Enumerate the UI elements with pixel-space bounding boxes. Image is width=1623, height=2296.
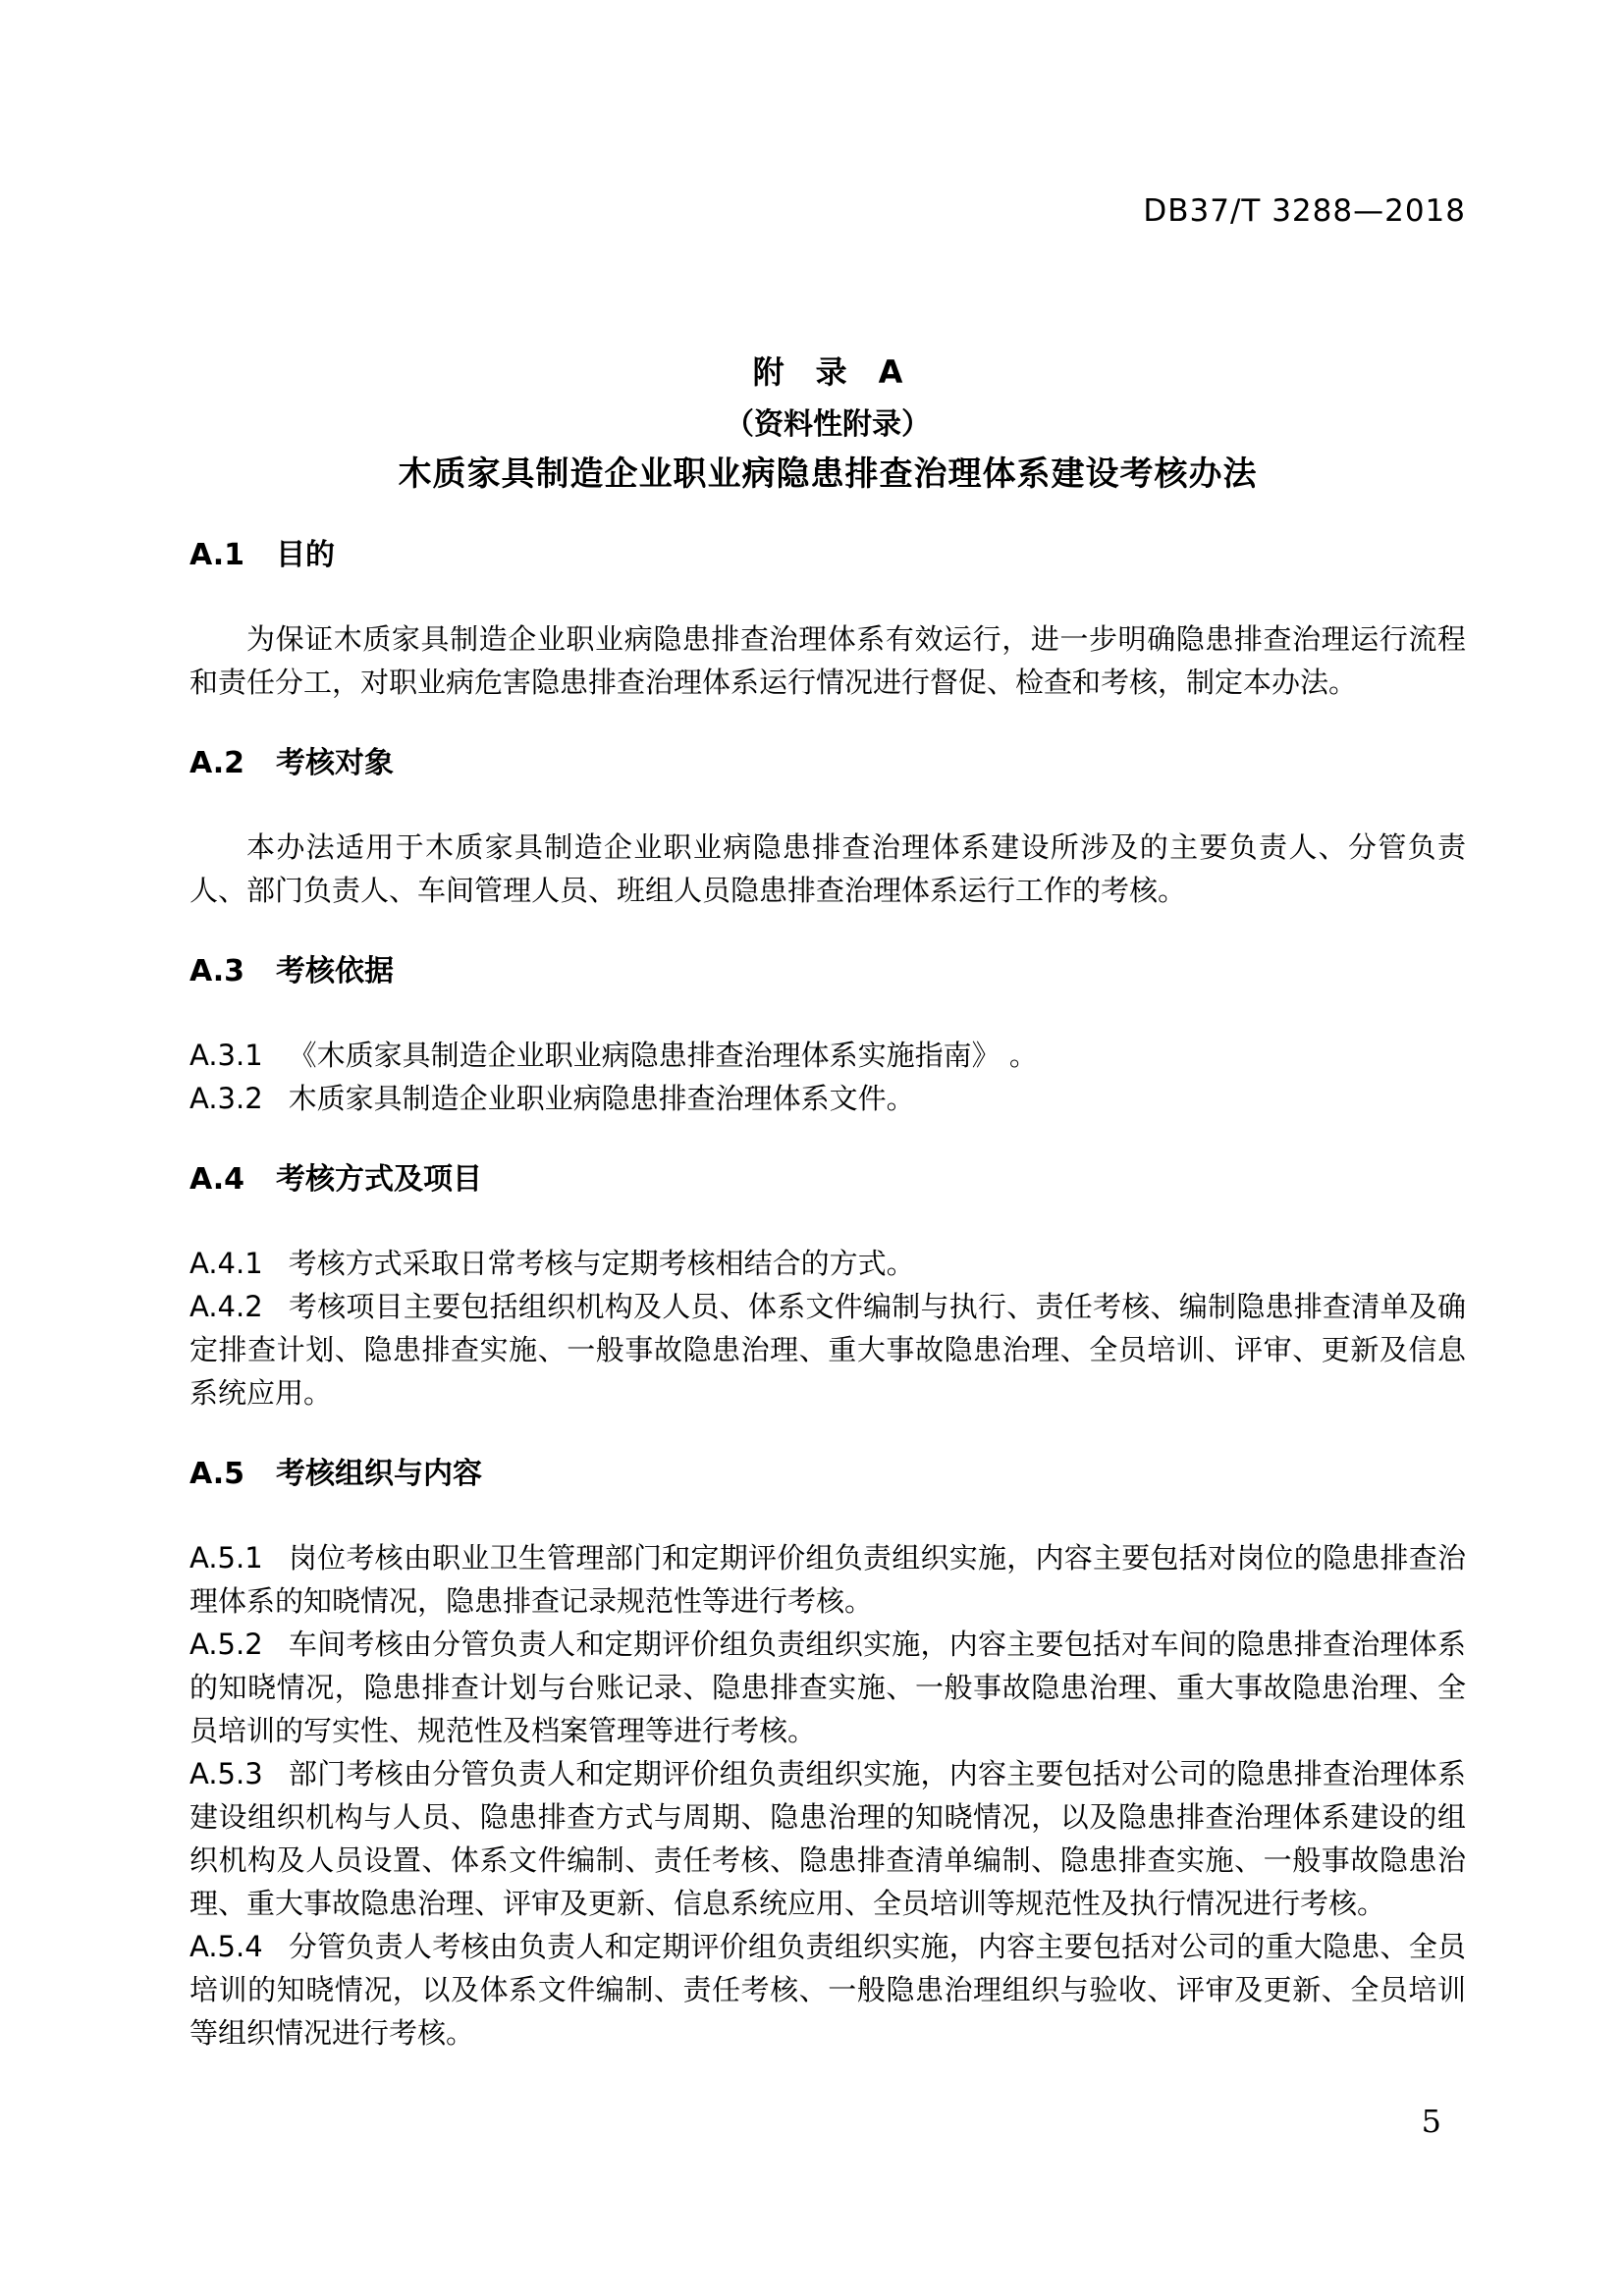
clause-a5-3 [189,1752,1466,1925]
clause-number: A.5.4 [189,1930,263,1963]
section-heading-a2 [189,745,1466,782]
clause-number: A.3.2 [189,1082,263,1115]
section-title: 考核对象 [276,746,395,780]
clause-a3-1 [189,1034,1466,1077]
clause-a4-2 [189,1285,1466,1415]
clause-text: 岗位考核由职业卫生管理部门和定期评价组负责组织实施，内容主要包括对岗位的隐患排查治理体系的知晓情况，隐患排查记录规范性等进行考核。 [189,1541,1466,1618]
clause-text: 考核项目主要包括组织机构及人员、体系文件编制与执行、责任考核、编制隐患排查清单及确定排查计划、隐患排查实施、一般事故隐患治理、重大事故隐患治理、全员培训、评审、更新及信息系统应用。 [189,1290,1466,1410]
page-number: 5 [1421,2103,1441,2140]
section-title: 目的 [276,538,336,572]
clause-text: 《木质家具制造企业职业病隐患排查治理体系实施指南》 。 [288,1039,1038,1072]
section-title: 考核组织与内容 [276,1457,483,1491]
clause-a5-2 [189,1623,1466,1752]
clause-number: A.5.2 [189,1628,263,1661]
clause-a5-1 [189,1536,1466,1623]
section-number: A.2 [189,746,245,780]
section-title: 考核方式及项目 [276,1162,483,1197]
clause-a4-1 [189,1242,1466,1285]
clause-number: A.5.3 [189,1757,263,1790]
appendix-title: 木质家具制造企业职业病隐患排查治理体系建设考核办法 [398,454,1258,494]
section-number: A.3 [189,954,245,988]
clause-number: A.3.1 [189,1039,263,1072]
section-heading-a1 [189,537,1466,574]
section-number: A.5 [189,1457,245,1491]
appendix-type-note: （资料性附录） [725,407,931,442]
clause-text: 考核方式采取日常考核与定期考核相结合的方式。 [288,1247,915,1280]
clause-text: 木质家具制造企业职业病隐患排查治理体系文件。 [288,1082,915,1115]
standard-number: DB37/T 3288—2018 [1143,193,1466,229]
section-a2-paragraph: 本办法适用于木质家具制造企业职业病隐患排查治理体系建设所涉及的主要负责人、分管负责人、部门负责人、车间管理人员、班组人员隐患排查治理体系运行工作的考核。 [189,830,1466,907]
section-heading-a5 [189,1456,1466,1493]
appendix-label: 附 录 A [752,353,903,391]
clause-number: A.4.2 [189,1290,263,1323]
clause-a5-4 [189,1925,1466,2055]
clause-text: 车间考核由分管负责人和定期评价组负责组织实施，内容主要包括对车间的隐患排查治理体系的知晓情况，隐患排查计划与台账记录、隐患排查实施、一般事故隐患治理、重大事故隐患治理、全员培训的写实性、规范性及档案管理等进行考核。 [189,1628,1466,1747]
section-heading-a4 [189,1161,1466,1199]
clause-a3-2 [189,1077,1466,1120]
appendix-title-block [189,352,1466,496]
clause-text: 分管负责人考核由负责人和定期评价组负责组织实施，内容主要包括对公司的重大隐患、全员培训的知晓情况，以及体系文件编制、责任考核、一般隐患治理组织与验收、评审及更新、全员培训等组织情况进行考核。 [189,1930,1466,2050]
section-number: A.4 [189,1162,245,1197]
section-title: 考核依据 [276,954,395,988]
section-a1-paragraph: 为保证木质家具制造企业职业病隐患排查治理体系有效运行，进一步明确隐患排查治理运行流程和责任分工，对职业病危害隐患排查治理体系运行情况进行督促、检查和考核，制定本办法。 [189,622,1466,699]
clause-number: A.4.1 [189,1247,263,1280]
section-heading-a3 [189,953,1466,990]
clause-number: A.5.1 [189,1541,263,1575]
clause-text: 部门考核由分管负责人和定期评价组负责组织实施，内容主要包括对公司的隐患排查治理体系建设组织机构与人员、隐患排查方式与周期、隐患治理的知晓情况，以及隐患排查治理体系建设的组织机构及人员设置、体系文件编制、责任考核、隐患排查清单编制、隐患排查实施、一般事故隐患治理、重大事故隐患治理、评审及更新、信息系统应用、全员培训等规范性及执行情况进行考核。 [189,1757,1466,1920]
section-number: A.1 [189,538,245,572]
